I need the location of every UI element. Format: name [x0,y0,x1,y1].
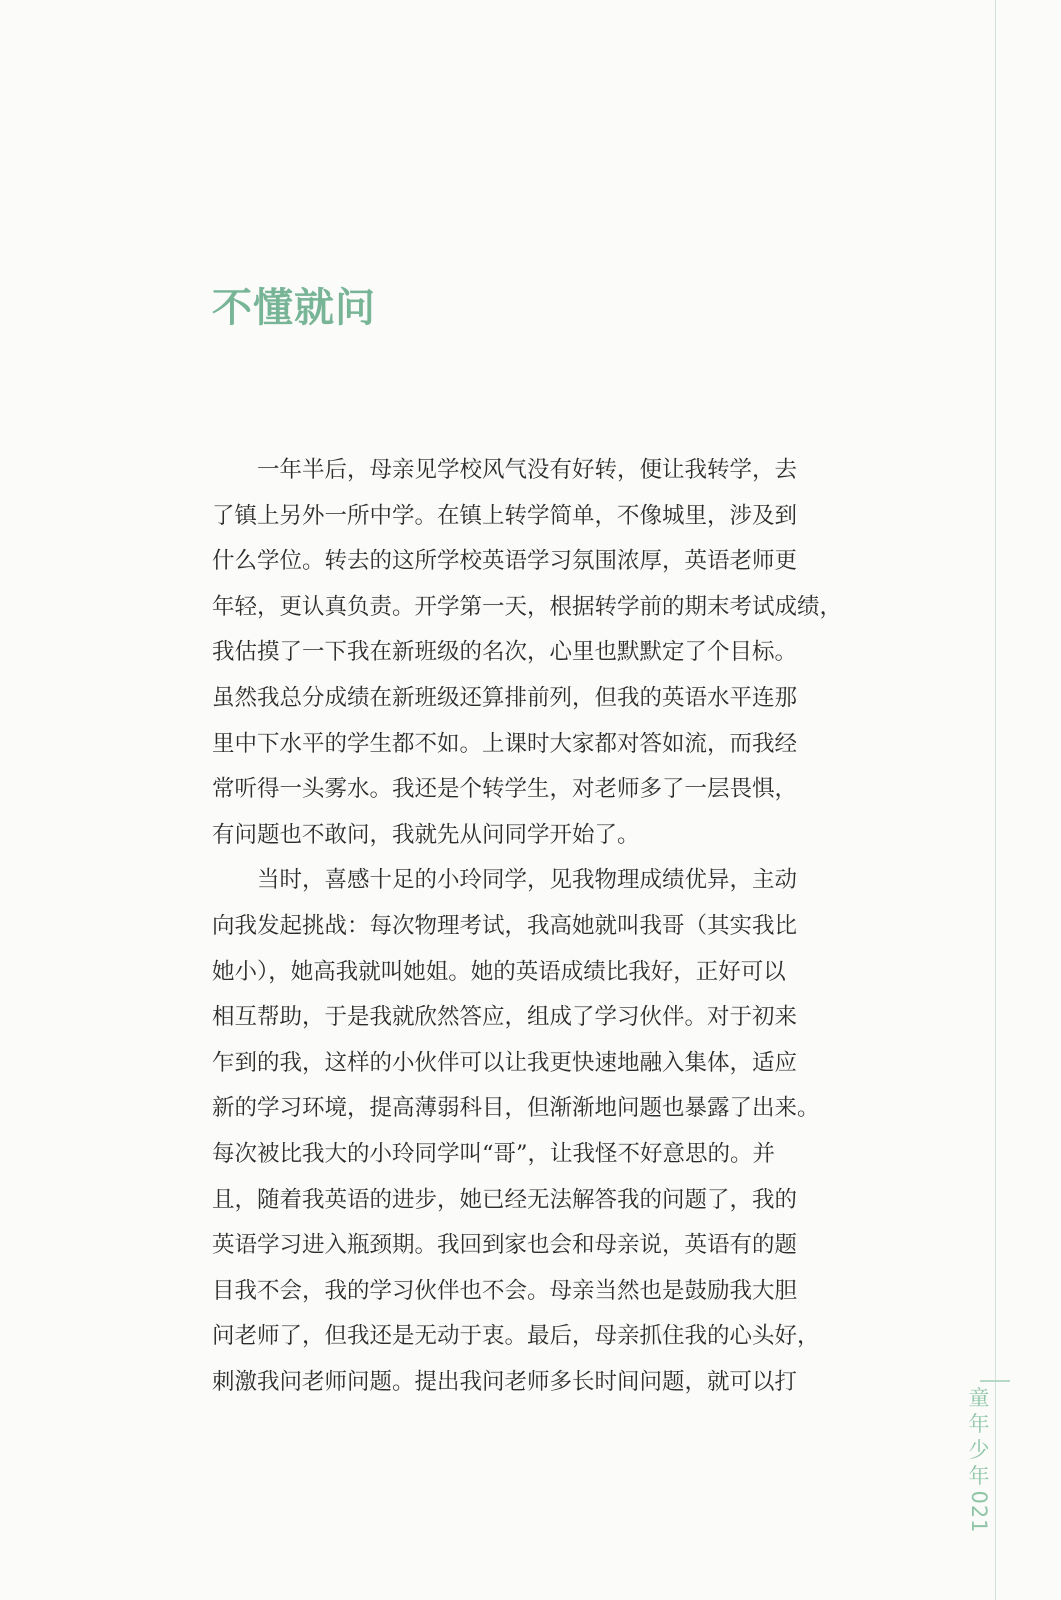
running-head-char: 少 [968,1438,990,1462]
text-line: 向我发起挑战：每次物理考试，我高她就叫我哥（其实我比 [212,912,798,939]
text-line: 了镇上另外一所中学。在镇上转学简单，不像城里，涉及到 [212,502,798,529]
margin-rule [995,0,996,1600]
text-line: 问老师了，但我还是无动于衷。最后，母亲抓住我的心头好， [212,1323,820,1350]
text-line: 新的学习环境，提高薄弱科目，但渐渐地问题也暴露了出来。 [212,1095,820,1122]
text-line: 相互帮助，于是我就欣然答应，组成了学习伙伴。对于初来 [212,1004,798,1031]
text-line: 里中下水平的学生都不如。上课时大家都对答如流，而我经 [212,730,798,757]
text-line: 刺激我问老师问题。提出我问老师多长时间问题，就可以打 [212,1368,798,1395]
text-line: 我估摸了一下我在新班级的名次，心里也默默定了个目标。 [212,639,798,666]
text-line: 什么学位。转去的这所学校英语学习氛围浓厚，英语老师更 [212,548,798,575]
text-line: 有问题也不敢问，我就先从问同学开始了。 [212,821,640,848]
text-line: 她小），她高我就叫她姐。她的英语成绩比我好，正好可以 [212,958,786,985]
chapter-title: 不懂就问 [212,284,376,331]
running-head-char: 童 [968,1386,990,1410]
page-number-text: 021 [967,1490,991,1534]
text-line: 目我不会，我的学习伙伴也不会。母亲当然也是鼓励我大胆 [212,1277,798,1304]
text-line: 年轻，更认真负责。开学第一天，根据转学前的期末考试成绩， [212,593,843,620]
running-head [966,1385,992,1489]
margin-tick [980,1380,1010,1382]
text-line: 英语学习进入瓶颈期。我回到家也会和母亲说，英语有的题 [212,1232,798,1259]
text-line: 当时，喜感十足的小玲同学，见我物理成绩优异，主动 [212,867,798,894]
page-number [966,1487,992,1537]
running-head-char: 年 [968,1412,990,1436]
body-text [212,448,858,1405]
running-head-char: 年 [968,1464,990,1488]
text-line: 乍到的我，这样的小伙伴可以让我更快速地融入集体，适应 [212,1049,798,1076]
text-line: 一年半后，母亲见学校风气没有好转，便让我转学，去 [212,457,798,483]
text-line: 且，随着我英语的进步，她已经无法解答我的问题了，我的 [212,1186,798,1213]
text-line: 常听得一头雾水。我还是个转学生，对老师多了一层畏惧， [212,776,798,803]
text-line: 虽然我总分成绩在新班级还算排前列，但我的英语水平连那 [212,684,798,711]
text-line: 每次被比我大的小玲同学叫“哥”，让我怪不好意思的。并 [212,1140,776,1167]
